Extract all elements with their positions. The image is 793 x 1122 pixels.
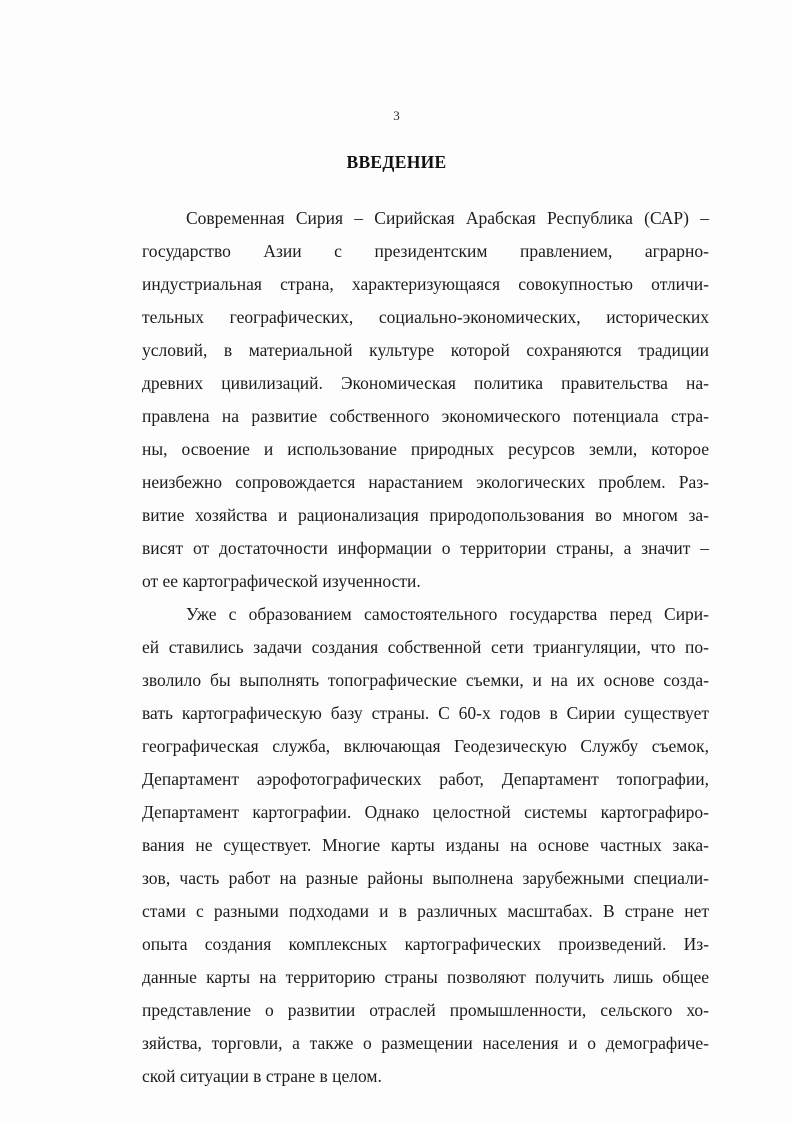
text-line: ской ситуации в стране в целом. [142,1066,382,1086]
text-line: Современная Сирия – Сирийская Арабская Республика (САР) – [186,208,709,228]
text-line: правлена на развитие собственного экономического потенциала стра- [142,406,709,426]
text-line: государство Азии с президентским правлением, аграрно- [142,241,709,261]
page-number: 3 [393,108,400,123]
page-title: ВВЕДЕНИЕ [346,152,447,172]
text-line: от ее картографической изученности. [142,571,421,591]
text-line: неизбежно сопровождается нарастанием экологических проблем. Раз- [142,472,709,492]
text-line: ны, освоение и использование природных ресурсов земли, которое [142,439,709,459]
text-line: географическая служба, включающая Геодезическую Службу съемок, [142,736,709,756]
text-line: индустриальная страна, характеризующаяся совокупностью отличи- [142,274,709,294]
text-line: опыта создания комплексных картографических произведений. Из- [142,934,709,954]
text-line: условий, в материальной культуре которой сохраняются традиции [142,340,709,360]
text-line: висят от достаточности информации о территории страны, а значит – [142,538,709,558]
text-line: Уже с образованием самостоятельного государства перед Сири- [186,604,709,624]
text-line: зволило бы выполнять топографические съемки, и на их основе созда- [142,670,709,690]
text-line: вания не существует. Многие карты изданы на основе частных зака- [142,835,709,855]
text-line: витие хозяйства и рационализация природопользования во многом за- [142,505,709,525]
text-line: стами с разными подходами и в различных масштабах. В стране нет [142,901,709,921]
text-line: Департамент картографии. Однако целостной системы картографиро- [142,802,709,822]
text-line: вать картографическую базу страны. С 60-х годов в Сирии существует [142,703,709,723]
text-line: представление о развитии отраслей промышленности, сельского хо- [142,1000,709,1020]
text-line: Департамент аэрофотографических работ, Департамент топографии, [142,769,709,789]
text-line: данные карты на территорию страны позволяют получить лишь общее [142,967,709,987]
text-line: зяйства, торговли, а также о размещении населения и о демографиче- [142,1033,709,1053]
text-line: тельных географических, социально-экономических, исторических [142,307,709,327]
text-line: ей ставились задачи создания собственной сети триангуляции, что по- [142,637,709,657]
text-line: древних цивилизаций. Экономическая политика правительства на- [142,373,709,393]
text-line: зов, часть работ на разные районы выполнена зарубежными специали- [142,868,709,888]
